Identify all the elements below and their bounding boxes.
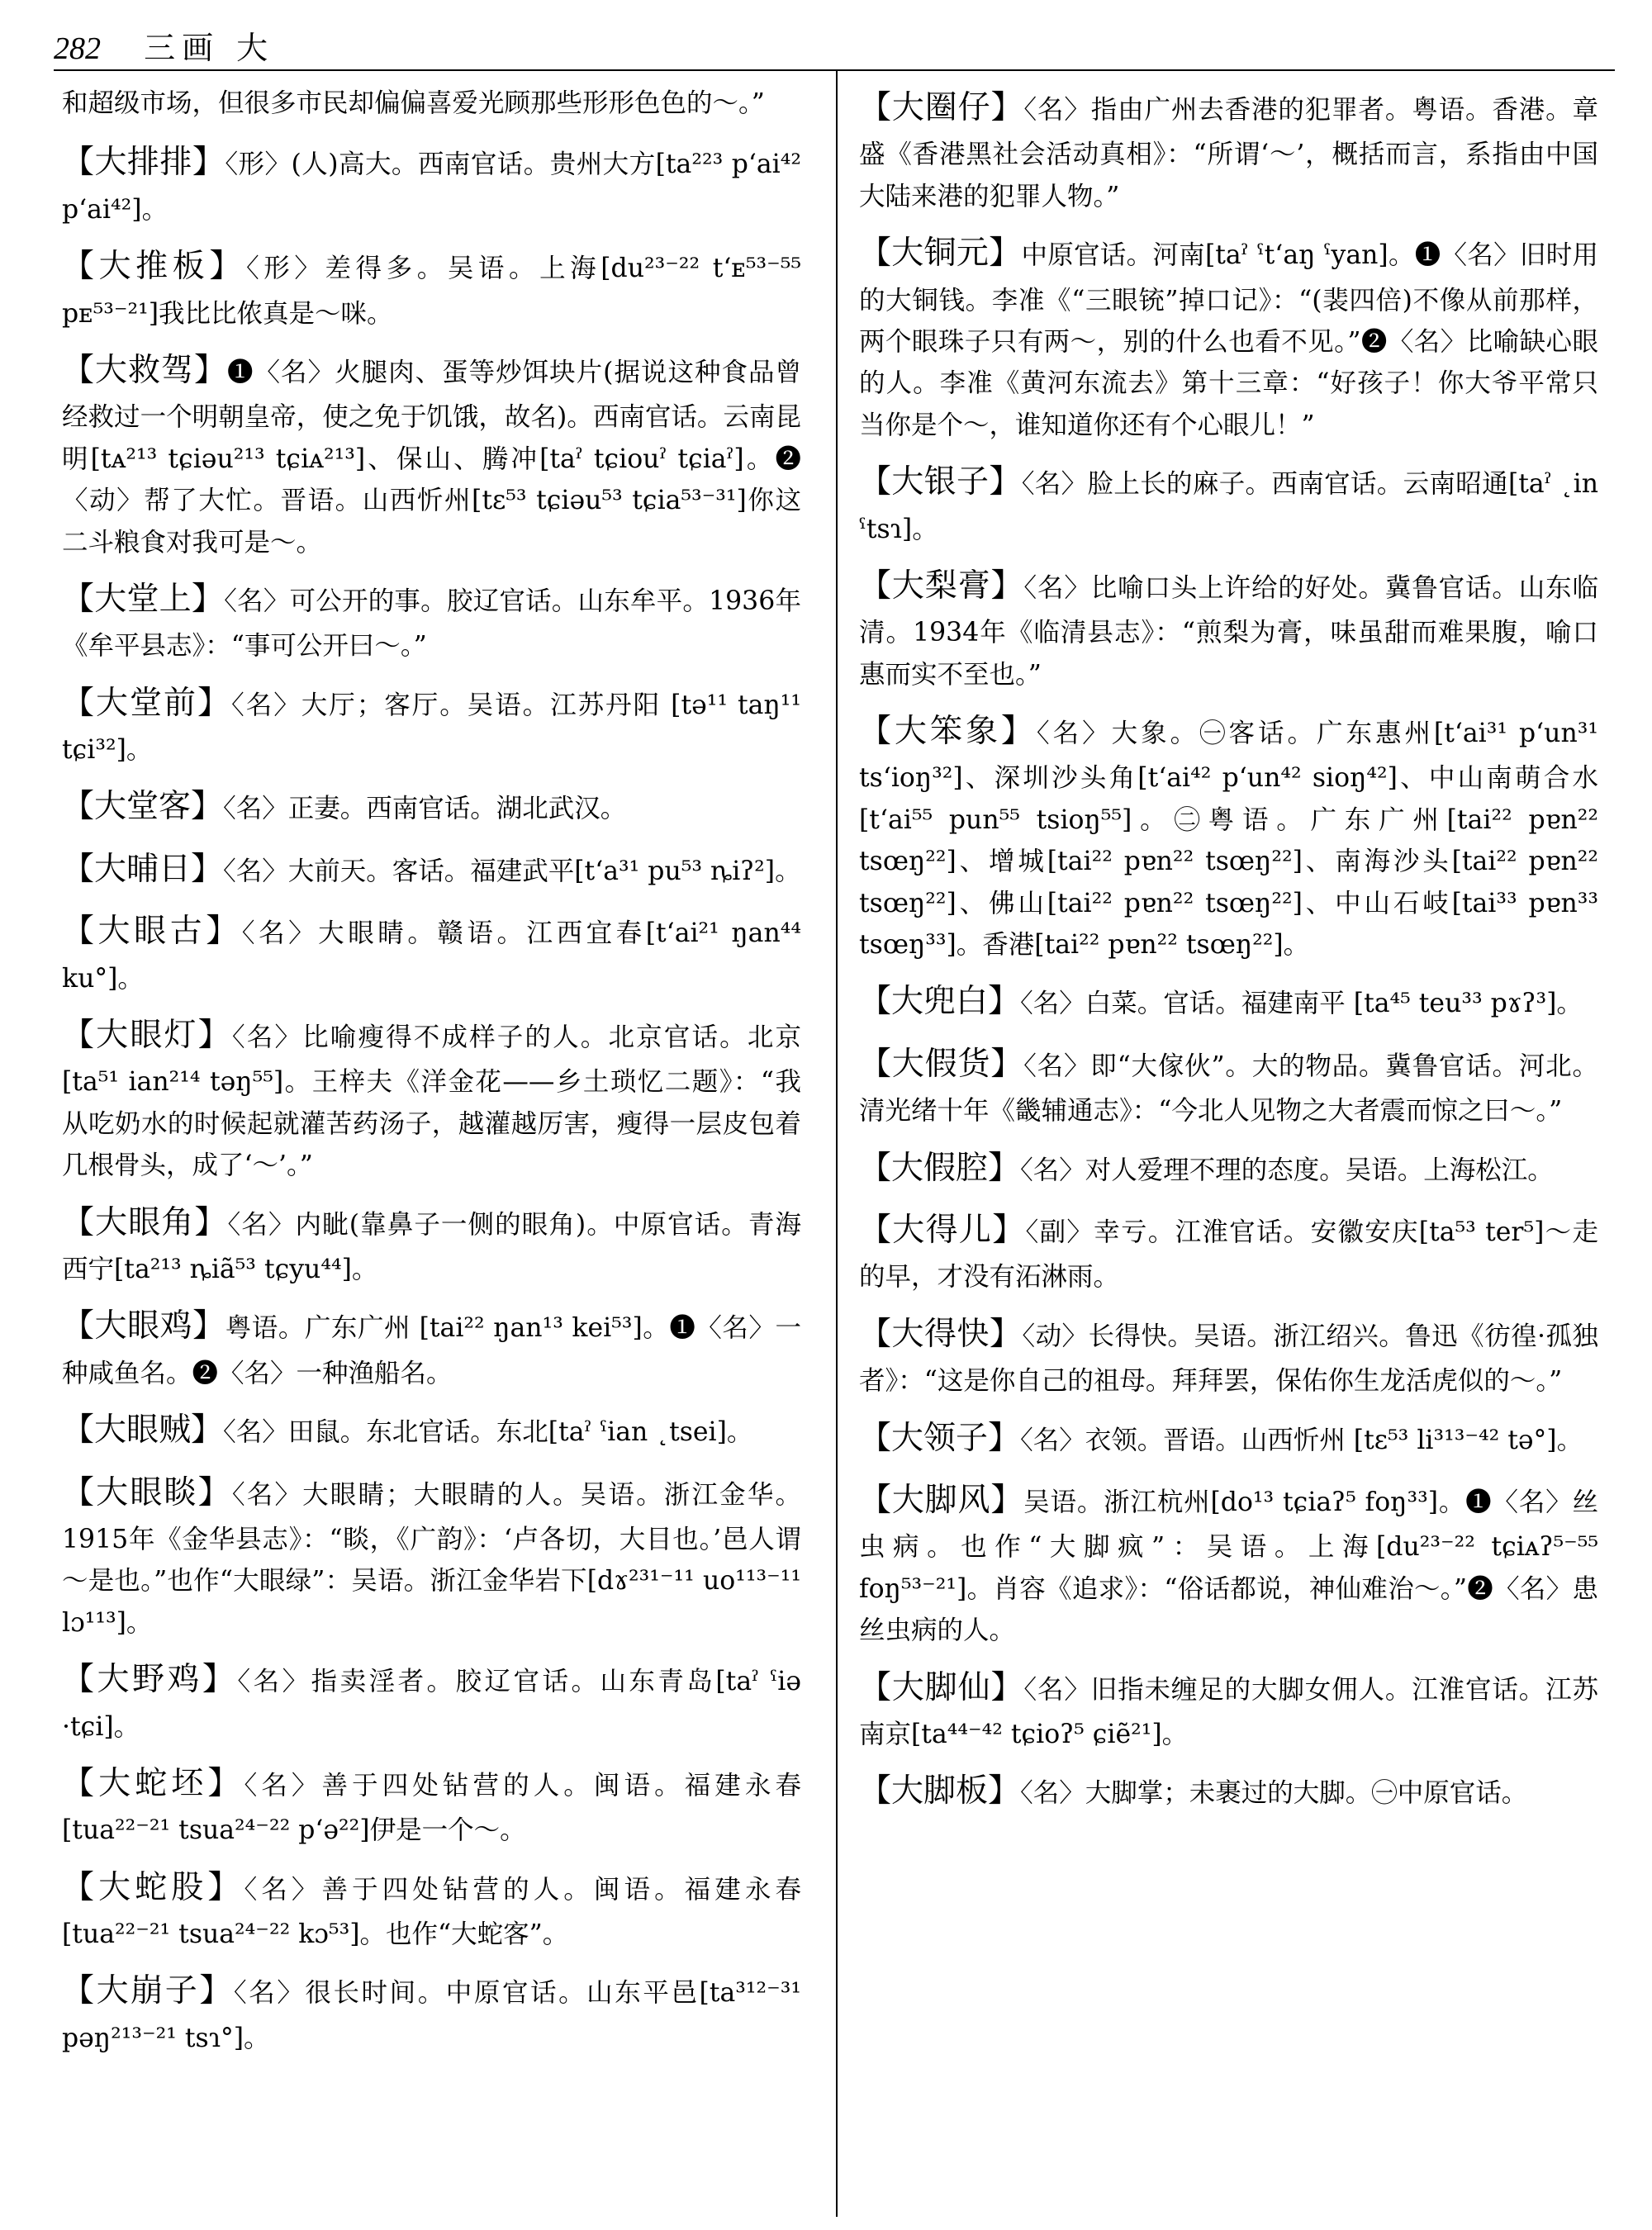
entry-headword: 【大眼贼】 — [62, 1412, 224, 1450]
dictionary-entry — [62, 1405, 801, 1456]
entry-body: 粤语。广东广州 [tai²² ŋan¹³ kei⁵³]。❶〈名〉一种咸鱼名。❷〈名〉一种渔船名。 — [62, 1313, 801, 1388]
entry-body: 〈名〉正妻。西南官话。湖北武汉。 — [223, 794, 627, 824]
entry-body: 〈名〉大厅；客厅。吴语。江苏丹阳 [tə¹¹ taŋ¹¹ tɕi³²]。 — [62, 690, 801, 766]
entry-body: 中原官话。河南[taˀ ˤtʻaŋ ˤyan]。❶〈名〉旧时用的大铜钱。李准《“三眼铳”掉口记》：“(裴四倍)不像从前那样，两个眼珠子只有两～，别的什么也看不见。”❷〈名〉比喻缺心眼的人。李准《黄河东流去》第十三章：“好孩子！你大爷平常只当你是个～，谁知道你还有个心眼儿！” — [859, 240, 1598, 440]
entry-headword: 【大得快】 — [859, 1315, 1023, 1353]
dictionary-entry — [62, 574, 801, 667]
dictionary-entry — [62, 1468, 801, 1644]
entry-headword: 【大推板】 — [62, 248, 246, 286]
dictionary-entry — [859, 706, 1598, 966]
entry-headword: 【大兜白】 — [859, 983, 1021, 1021]
entry-headword: 【大崩子】 — [62, 1972, 234, 2010]
entry-body: 〈名〉大眼睛；大眼睛的人。吴语。浙江金华。1915年《金华县志》：“睒，《广韵》：‘卢各切，大目也。’邑人谓～是也。”也作“大眼绿”：吴语。浙江金华岩下[dɤ²³¹⁻¹¹ uo¹¹³⁻¹¹ lɔ¹¹³]。 — [62, 1479, 801, 1638]
column-divider — [836, 69, 838, 2217]
dictionary-entry — [62, 844, 801, 895]
dictionary-entry — [859, 1039, 1598, 1132]
entry-body: 〈名〉对人爱理不理的态度。吴语。上海松江。 — [1020, 1155, 1554, 1185]
entry-body: 〈动〉长得快。吴语。浙江绍兴。鲁迅《彷徨·孤独者》：“这是你自己的祖母。拜拜罢，保佑你生龙活虎似的～。” — [859, 1321, 1598, 1397]
entry-headword: 【大眼睒】 — [62, 1473, 232, 1511]
entry-headword: 【大眼角】 — [62, 1203, 228, 1241]
dictionary-entry — [62, 781, 801, 833]
dictionary-entry — [859, 976, 1598, 1027]
left-column — [62, 83, 801, 2222]
entry-headword: 【大圈仔】 — [859, 89, 1024, 126]
entry-body: 〈名〉大眼睛。赣语。江西宜春[tʻai²¹ ŋan⁴⁴ ku°]。 — [62, 918, 801, 994]
dictionary-entry — [859, 1205, 1598, 1298]
entry-headword: 【大脚板】 — [859, 1772, 1021, 1810]
entry-body: 〈名〉善于四处钻营的人。闽语。福建永春[tua²²⁻²¹ tsua²⁴⁻²² pʻə²²]伊是一个～。 — [62, 1770, 801, 1846]
entry-headword: 【大银子】 — [859, 463, 1022, 501]
entry-body: 〈副〉幸亏。江淮官话。安徽安庆[ta⁵³ ter⁵]～走的早，才没有沰淋雨。 — [859, 1217, 1598, 1293]
entry-headword: 【大假货】 — [859, 1045, 1024, 1083]
dictionary-entry — [859, 1143, 1598, 1194]
entry-headword: 【大得儿】 — [859, 1211, 1026, 1249]
entry-headword: 【大领子】 — [859, 1419, 1021, 1457]
entry-body: 〈名〉脸上长的麻子。西南官话。云南昭通[taˀ ˛in ˤtsɿ]。 — [859, 469, 1598, 544]
dictionary-entry — [859, 457, 1598, 550]
entry-body: 吴语。浙江杭州[do¹³ tɕiaʔ⁵ foŋ³³]。❶〈名〉丝虫病。也作“大脚疯”：吴语。上海[du²³⁻²² tɕiᴀʔ⁵⁻⁵⁵ foŋ⁵³⁻²¹]。肖容《追求》：“俗话都说，神仙难治～。”❷〈名〉患丝虫病的人。 — [859, 1487, 1598, 1646]
entry-headword: 【大脚仙】 — [859, 1668, 1024, 1706]
entry-body: 〈名〉指由广州去香港的犯罪者。粤语。香港。章盛《香港黑社会活动真相》：“所谓‘～’，概括而言，系指由中国大陆来港的犯罪人物。” — [859, 95, 1598, 211]
dictionary-entry — [62, 906, 801, 999]
entry-body: 〈名〉白菜。官话。福建南平 [ta⁴⁵ teu³³ pɤʔ³]。 — [1020, 989, 1583, 1019]
entry-headword: 【大堂客】 — [62, 788, 224, 826]
entry-headword: 【大救驾】 — [62, 351, 228, 389]
section-title: 三画 大 — [144, 30, 275, 66]
entry-headword: 【大梨膏】 — [859, 567, 1024, 605]
entry-body: 〈名〉很长时间。中原官话。山东平邑[ta³¹²⁻³¹ pəŋ²¹³⁻²¹ tsɿ°]。 — [62, 1978, 801, 2053]
entry-body: 〈名〉大象。㊀客话。广东惠州[tʻai³¹ pʻun³¹ tsʻioŋ³²]、深圳沙头角[tʻai⁴² pʻun⁴² sioŋ⁴²]、中山南萌合水[tʻai⁵⁵ pun⁵⁵ tsioŋ⁵⁵]。㊁粤语。广东广州[tai²² pɐn²² tsœŋ²²]、增城[tai²² pɐn²² tsœŋ²²]、南海沙头[tai²² pɐn²² tsœŋ²²]、佛山[tai²² pɐn²² tsœŋ²²]、中山石岐[tai³³ pɐn³³ tsœŋ³³]。香港[tai²² pɐn²² tsœŋ²²]。 — [859, 719, 1598, 961]
entry-body: 〈形〉差得多。吴语。上海[du²³⁻²² tʻᴇ⁵³⁻⁵⁵ pᴇ⁵³⁻²¹]我比比侬真是～咪。 — [62, 254, 801, 329]
entry-body: 和超级市场，但很多市民却偏偏喜爱光顾那些形形色色的～。” — [62, 88, 765, 118]
entry-headword: 【大假腔】 — [859, 1149, 1021, 1187]
entry-headword: 【大脚风】 — [859, 1481, 1024, 1519]
dictionary-entry — [62, 1966, 801, 2059]
entry-headword: 【大眼灯】 — [62, 1017, 232, 1055]
entry-body: ❶〈名〉火腿肉、蛋等炒饵块片(据说这种食品曾经救过一个明朝皇帝，使之免于饥饿，故名)。西南官话。云南昆明[tᴀ²¹³ tɕiəu²¹³ tɕiᴀ²¹³]、保山、腾冲[taˀ tɕiouˀ tɕiaˀ]。❷〈动〉帮了大忙。晋语。山西忻州[tɛ⁵³ tɕiəu⁵³ tɕia⁵³⁻³¹]你这二斗粮食对我可是～。 — [62, 357, 801, 558]
entry-body: 〈名〉指卖淫者。胶辽官话。山东青岛[taˀ ˤiə ·tɕi]。 — [62, 1667, 801, 1742]
entry-body: 〈名〉即“大傢伙”。大的物品。冀鲁官话。河北。清光绪十年《畿辅通志》：“今北人见物之大者震而惊之曰～。” — [859, 1051, 1598, 1127]
entry-headword: 【大晡日】 — [62, 850, 224, 888]
dictionary-entry — [859, 1475, 1598, 1652]
dictionary-entry — [62, 1301, 801, 1394]
dictionary-entry — [62, 241, 801, 334]
entry-body: 〈名〉旧指未缠足的大脚女佣人。江淮官话。江苏南京[ta⁴⁴⁻⁴² tɕioʔ⁵ ɕiẽ²¹]。 — [859, 1674, 1598, 1749]
entry-headword: 【大笨象】 — [859, 713, 1037, 751]
entry-body: 〈名〉内眦(靠鼻子一侧的眼角)。中原官话。青海西宁[ta²¹³ ȵiã⁵³ tɕyu⁴⁴]。 — [62, 1209, 801, 1284]
entry-body: 〈名〉田鼠。东北官话。东北[taˀ ˤian ˛tsei]。 — [223, 1417, 753, 1448]
header-rule — [54, 69, 1615, 71]
dictionary-entry — [62, 678, 801, 771]
dictionary-entry — [62, 137, 801, 230]
entry-headword: 【大堂上】 — [62, 580, 225, 618]
entry-body: 〈名〉比喻口头上许给的好处。冀鲁官话。山东临清。1934年《临清县志》：“煎梨为膏，味虽甜而难果腹，喻口惠而实不至也。” — [859, 572, 1598, 690]
dictionary-entry — [62, 1198, 801, 1291]
right-column — [859, 83, 1598, 2222]
entry-headword: 【大眼鸡】 — [62, 1307, 225, 1345]
dictionary-entry — [859, 1766, 1598, 1817]
entry-headword: 【大野鸡】 — [62, 1661, 238, 1699]
dictionary-entry — [859, 561, 1598, 695]
dictionary-entry — [859, 1309, 1598, 1402]
dictionary-entry — [62, 345, 801, 563]
entry-body: 〈名〉善于四处钻营的人。闽语。福建永春[tua²²⁻²¹ tsua²⁴⁻²² kɔ⁵³]。也作“大蛇客”。 — [62, 1874, 801, 1950]
entry-headword: 【大蛇坯】 — [62, 1764, 244, 1802]
dictionary-entry — [859, 1663, 1598, 1756]
entry-headword: 【大蛇股】 — [62, 1868, 244, 1906]
dictionary-entry — [859, 1413, 1598, 1464]
entry-body: 〈形〉(人)高大。西南官话。贵州大方[ta²²³ pʻai⁴² pʻai⁴²]。 — [62, 149, 801, 225]
entry-headword: 【大排排】 — [62, 144, 225, 182]
entry-headword: 【大堂前】 — [62, 684, 231, 722]
dictionary-entry — [62, 1010, 801, 1187]
dictionary-entry — [859, 83, 1598, 217]
entry-headword: 【大铜元】 — [859, 235, 1022, 273]
page-header — [54, 23, 1607, 73]
dictionary-entry — [62, 1758, 801, 1852]
entry-headword: 【大眼古】 — [62, 913, 242, 951]
dictionary-entry — [62, 1862, 801, 1956]
dictionary-entry-continuation — [62, 83, 801, 124]
dictionary-entry — [859, 228, 1598, 446]
page-number: 282 — [54, 31, 101, 66]
entry-body: 〈名〉大前天。客话。福建武平[tʻa³¹ pu⁵³ ȵiʔ²]。 — [223, 856, 801, 886]
entry-body: 〈名〉可公开的事。胶辽官话。山东牟平。1936年《牟平县志》：“事可公开曰～。” — [62, 586, 801, 662]
entry-body: 〈名〉大脚掌；未裹过的大脚。㊀中原官话。 — [1020, 1778, 1528, 1809]
dictionary-entry — [62, 1654, 801, 1748]
entry-body: 〈名〉衣领。晋语。山西忻州 [tɛ⁵³ li³¹³⁻⁴² tə°]。 — [1020, 1425, 1583, 1455]
entry-body: 〈名〉比喻瘦得不成样子的人。北京官话。北京[ta⁵¹ ian²¹⁴ təŋ⁵⁵]。王梓夫《洋金花——乡土琐忆二题》：“我从吃奶水的时候起就灌苦药汤子，越灌越厉害，瘦得一层皮包着几根骨头，成了‘～’。” — [62, 1022, 801, 1181]
